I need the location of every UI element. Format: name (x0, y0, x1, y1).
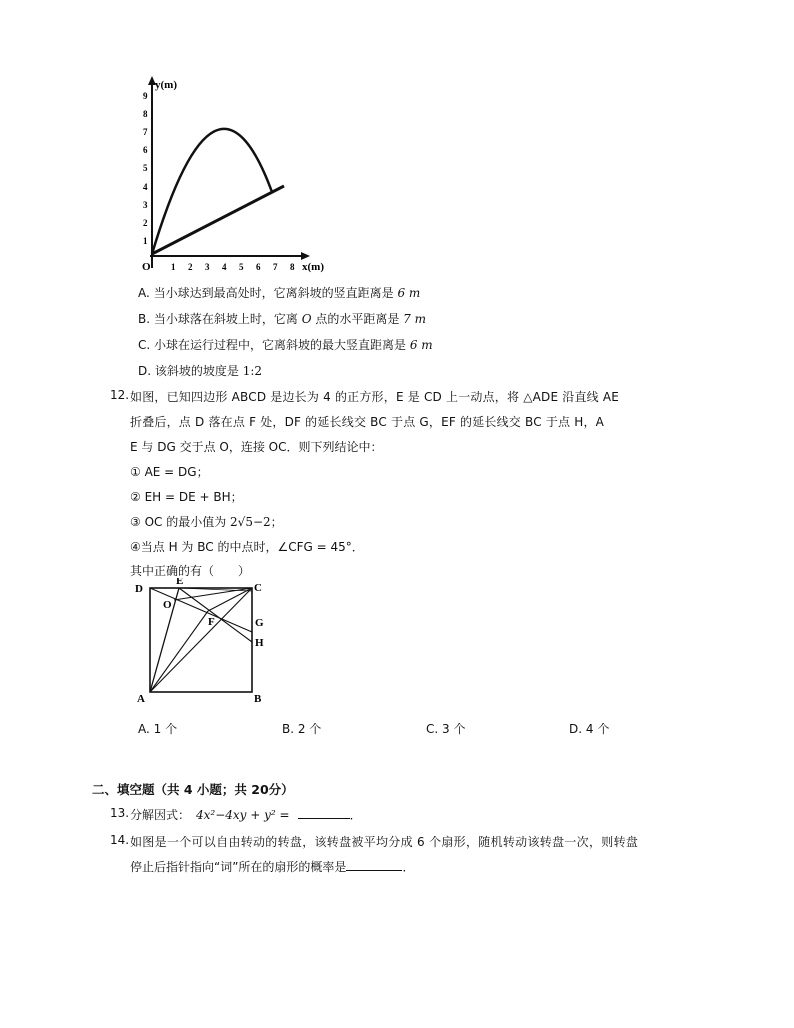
x-tick-label: 8 (290, 262, 295, 272)
segment-eh (179, 588, 252, 642)
x-tick-label: 5 (239, 262, 244, 272)
x-tick-label: 2 (188, 262, 193, 272)
square-figure (132, 578, 272, 708)
origin-label: O (142, 261, 151, 273)
x-tick-label: 4 (222, 262, 227, 272)
y-tick-label: 9 (143, 91, 148, 101)
q13-number: 13. (110, 806, 130, 820)
q12-conclusion-2: ② EH = DE + BH； (130, 490, 243, 504)
label-c: C (254, 582, 262, 594)
y-tick-label: 4 (143, 182, 148, 192)
y-tick-labels (143, 91, 148, 246)
q11-option-d[interactable]: D. 该斜坡的坡度是 1:2 (138, 364, 262, 378)
q12-conclusion-3: ③ OC 的最小值为 2√5−2； (130, 515, 283, 529)
x-axis-label: x(m) (302, 261, 324, 273)
q13-text: 分解因式： (130, 808, 191, 822)
q12-option-d[interactable]: D. 4 个 (569, 722, 610, 736)
x-tick-label: 1 (171, 262, 176, 272)
q12-stem-line1: 如图，已知四边形 ABCD 是边长为 4 的正方形，E 是 CD 上一动点，将 △ADE 沿直线 AE (130, 390, 620, 404)
label-b: B (254, 693, 262, 705)
x-tick-label: 6 (256, 262, 261, 272)
q12-conclusion-4: ④当点 H 为 BC 的中点时，∠CFG = 45°． (130, 540, 364, 554)
label-h: H (255, 637, 264, 649)
q12-stem-line2: 折叠后，点 D 落在点 F 处，DF 的延长线交 BC 于点 G，EF 的延长线交 BC 于点 H，A (130, 415, 605, 429)
q11-option-a[interactable]: A. 当小球达到最高处时，它离斜坡的竖直距离是 6 m (138, 286, 421, 300)
y-tick-label: 1 (143, 236, 148, 246)
x-tick-labels (171, 262, 295, 272)
q13-expression: 4x²−4xy + y² = (196, 808, 290, 822)
x-tick-label: 3 (205, 262, 210, 272)
y-tick-label: 2 (143, 218, 148, 228)
y-tick-label: 3 (143, 200, 148, 210)
q12-option-b[interactable]: B. 2 个 (282, 722, 322, 736)
y-tick-label: 5 (143, 163, 148, 173)
q13-answer-blank[interactable] (298, 806, 350, 819)
q14-answer-blank[interactable] (346, 858, 402, 871)
q12-option-a[interactable]: A. 1 个 (138, 722, 178, 736)
x-tick-label: 7 (273, 262, 278, 272)
segment-af (150, 611, 208, 692)
x-axis-arrow (301, 252, 310, 260)
y-tick-label: 7 (143, 127, 148, 137)
q14-line1: 如图是一个可以自由转动的转盘，该转盘被平均分成 6 个扇形，随机转动该转盘一次，则转盘 (130, 835, 639, 849)
label-a: A (137, 693, 145, 705)
parabola-curve (152, 129, 272, 254)
label-f: F (208, 616, 215, 628)
label-d: D (135, 583, 143, 595)
y-axis-label: y(m) (155, 79, 177, 91)
q12-number: 12. (110, 388, 130, 402)
q12-question: 其中正确的有（ ） (130, 564, 251, 578)
q11-option-c[interactable]: C. 小球在运行过程中，它离斜坡的最大竖直距离是 6 m (138, 338, 433, 352)
q12-stem-line3: E 与 DG 交于点 O，连接 OC．则下列结论中： (130, 440, 383, 454)
label-g: G (255, 617, 264, 629)
label-o: O (163, 599, 172, 611)
projectile-graph (140, 74, 340, 274)
q12-conclusion-1: ① AE = DG； (130, 465, 209, 479)
q11-option-b[interactable]: B. 当小球落在斜坡上时，它离 O 点的水平距离是 7 m (138, 312, 426, 326)
label-e: E (176, 578, 184, 587)
q14-number: 14. (110, 833, 130, 847)
q12-option-c[interactable]: C. 3 个 (426, 722, 466, 736)
y-tick-label: 8 (143, 109, 148, 119)
y-tick-label: 6 (143, 145, 148, 155)
q14-line2: 停止后指针指向“词”所在的扇形的概率是 ． (130, 860, 415, 874)
section-title: 二、填空题（共 4 小题；共 20分） (92, 782, 294, 797)
q13-line: 分解因式： 4x²−4xy + y² = ． (130, 808, 362, 822)
